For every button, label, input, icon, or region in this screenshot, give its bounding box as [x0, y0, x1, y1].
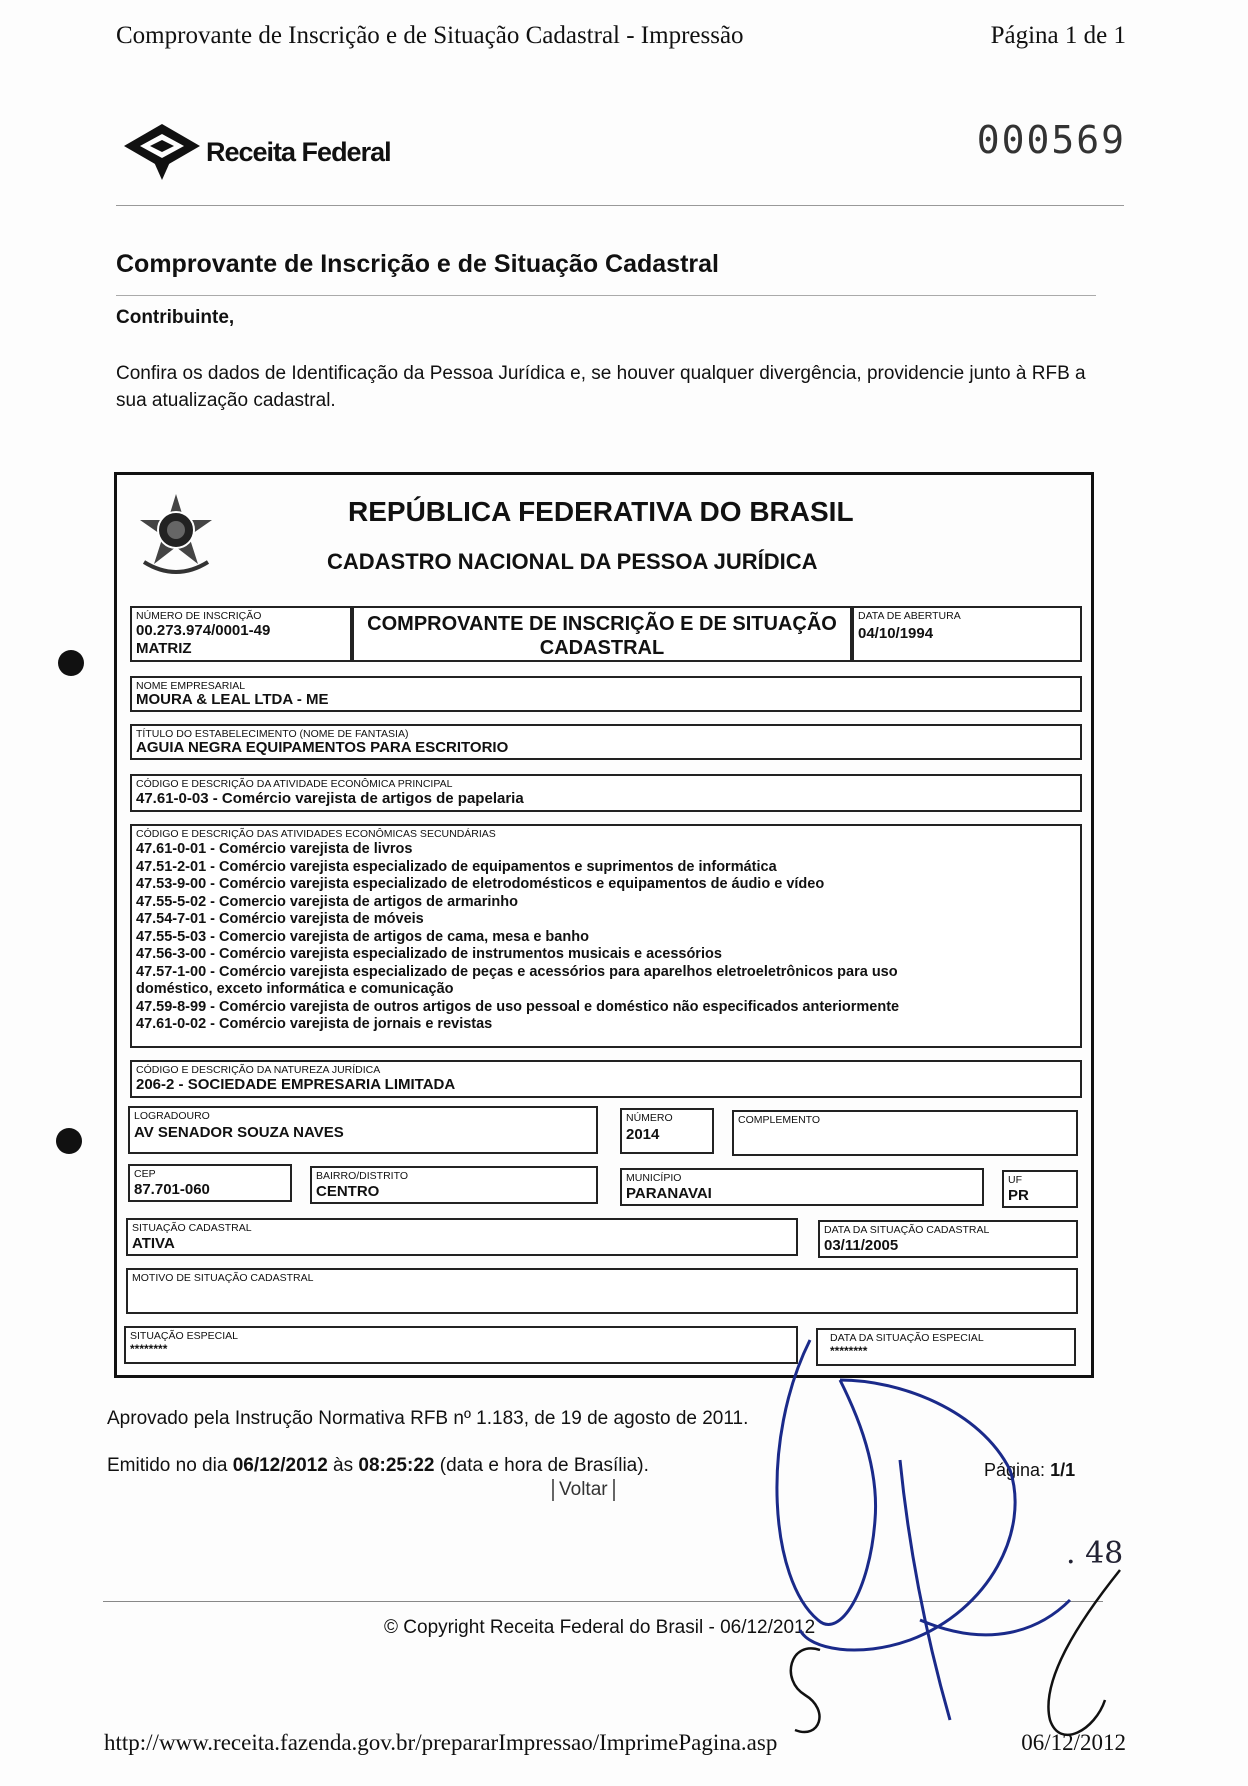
print-url: http://www.receita.fazenda.gov.br/prepararImpressao/ImprimePagina.asp	[104, 1730, 778, 1755]
logradouro-label: LOGRADOURO	[134, 1110, 210, 1122]
natureza-value: 206-2 - SOCIEDADE EMPRESARIA LIMITADA	[136, 1076, 456, 1093]
list-item: 47.57-1-00 - Comércio varejista especializado de peças e acessórios para aparelhos eletroeletrônicos para uso	[136, 963, 898, 980]
registry-heading: CADASTRO NACIONAL DA PESSOA JURÍDICA	[327, 549, 818, 574]
list-item: 47.55-5-03 - Comercio varejista de artigos de cama, mesa e banho	[136, 928, 589, 945]
emission-mid: às	[327, 1455, 359, 1476]
data-situacao-label: DATA DA SITUAÇÃO CADASTRAL	[824, 1224, 990, 1236]
list-item: 47.53-9-00 - Comércio varejista especializado de eletrodomésticos e equipamentos de áudio e vídeo	[136, 876, 825, 892]
situacao-especial-box	[124, 1326, 798, 1364]
inscricao-label: NÚMERO DE INSCRIÇÃO	[136, 610, 262, 622]
logo-text: Receita Federal	[206, 136, 391, 167]
comprovante-box	[352, 606, 852, 662]
atividade-principal-value: 47.61-0-03 - Comércio varejista de artigos de papelaria	[136, 790, 524, 807]
atividades-secundarias-label: CÓDIGO E DESCRIÇÃO DAS ATIVIDADES ECONÔMICAS SECUNDÁRIAS	[136, 828, 496, 840]
binder-hole	[56, 1128, 82, 1154]
list-item: doméstico, exceto informática e comunicação	[136, 981, 454, 997]
natureza-box	[130, 1060, 1082, 1098]
emission-prefix: Emitido no dia	[107, 1455, 233, 1476]
situacao-box	[126, 1218, 798, 1256]
situacao-label: SITUAÇÃO CADASTRAL	[132, 1222, 252, 1234]
comprovante-title: COMPROVANTE DE INSCRIÇÃO E DE SITUAÇÃO CADASTRAL	[367, 613, 837, 659]
emission-suffix: (data e hora de Brasília).	[434, 1455, 649, 1476]
inscricao-type: MATRIZ	[136, 640, 192, 657]
atividade-principal-label: CÓDIGO E DESCRIÇÃO DA ATIVIDADE ECONÔMICA PRINCIPAL	[136, 778, 453, 790]
voltar-button[interactable]: Voltar	[552, 1479, 615, 1501]
uf-box	[1002, 1170, 1078, 1208]
numero-label: NÚMERO	[626, 1112, 673, 1124]
nome-value: MOURA & LEAL LTDA - ME	[136, 691, 329, 708]
atividades-secundarias-list	[136, 841, 899, 1034]
print-page-indicator: Página 1 de 1	[990, 22, 1126, 49]
fantasia-value: AGUIA NEGRA EQUIPAMENTOS PARA ESCRITORIO	[136, 739, 509, 756]
situacao-value: ATIVA	[132, 1235, 175, 1252]
logradouro-value: AV SENADOR SOUZA NAVES	[134, 1124, 344, 1141]
list-item: 47.51-2-01 - Comércio varejista especializado de equipamentos e suprimentos de informática	[136, 858, 777, 875]
page-counter-label: Página:	[984, 1460, 1051, 1480]
fantasia-box	[130, 724, 1082, 760]
atividades-secundarias-box	[130, 824, 1082, 1048]
cep-label: CEP	[134, 1168, 156, 1180]
municipio-value: PARANAVAI	[626, 1185, 712, 1202]
list-item: 47.54-7-01 - Comércio varejista de móveis	[136, 911, 424, 927]
inscricao-value: 00.273.974/0001-49	[136, 622, 271, 639]
list-item: 47.56-3-00 - Comércio varejista especializado de instrumentos musicais e acessórios	[136, 946, 722, 962]
bairro-box	[310, 1166, 598, 1204]
print-date: 06/12/2012	[1021, 1730, 1126, 1755]
copyright: © Copyright Receita Federal do Brasil - 06/12/2012	[384, 1617, 816, 1638]
list-item: 47.59-8-99 - Comércio varejista de outros artigos de uso pessoal e doméstico não especificados anteriormente	[136, 998, 900, 1015]
atividade-principal-box	[130, 774, 1082, 812]
motivo-label: MOTIVO DE SITUAÇÃO CADASTRAL	[132, 1272, 314, 1284]
inscricao-box	[130, 606, 352, 662]
numero-box	[620, 1108, 714, 1154]
republic-heading: REPÚBLICA FEDERATIVA DO BRASIL	[348, 496, 854, 527]
bairro-value: CENTRO	[316, 1183, 380, 1200]
uf-value: PR	[1008, 1187, 1029, 1204]
data-situacao-box	[818, 1220, 1078, 1258]
nome-box	[130, 676, 1082, 712]
title-divider	[116, 295, 1096, 296]
abertura-value: 04/10/1994	[858, 625, 934, 642]
municipio-label: MUNICÍPIO	[626, 1172, 682, 1184]
binder-hole	[58, 650, 84, 676]
page-title: Comprovante de Inscrição e de Situação Cadastral	[116, 250, 719, 278]
emission-date: 06/12/2012	[232, 1455, 328, 1476]
data-situacao-value: 03/11/2005	[824, 1237, 899, 1254]
data-situacao-especial-value: ********	[830, 1344, 868, 1358]
header-divider	[116, 205, 1124, 206]
emission-note	[107, 1455, 649, 1477]
cep-value: 87.701-060	[134, 1181, 210, 1198]
fantasia-label: TÍTULO DO ESTABELECIMENTO (NOME DE FANTASIA)	[136, 728, 409, 740]
print-header-title: Comprovante de Inscrição e de Situação Cadastral - Impressão	[116, 22, 744, 49]
list-item: 47.61-0-01 - Comércio varejista de livros	[136, 841, 413, 857]
brazil-coat-of-arms-icon	[138, 492, 214, 578]
situacao-especial-label: SITUAÇÃO ESPECIAL	[130, 1330, 238, 1342]
abertura-box	[852, 606, 1082, 662]
emission-time: 08:25:22	[358, 1455, 435, 1476]
receita-federal-logo-icon	[122, 122, 202, 182]
list-item: 47.55-5-02 - Comercio varejista de artigos de armarinho	[136, 893, 518, 910]
list-item: 47.61-0-02 - Comércio varejista de jornais e revistas	[136, 1016, 493, 1032]
uf-label: UF	[1008, 1174, 1022, 1186]
numero-value: 2014	[626, 1126, 660, 1143]
approval-note: Aprovado pela Instrução Normativa RFB nº 1.183, de 19 de agosto de 2011.	[107, 1408, 749, 1429]
intro-paragraph: Confira os dados de Identificação da Pessoa Jurídica e, se houver qualquer divergência, providencie junto à RFB a sua atualização cadastral.	[116, 363, 1086, 411]
greeting: Contribuinte,	[116, 307, 235, 328]
sequence-stamp: 000569	[976, 118, 1126, 162]
complemento-box	[732, 1110, 1078, 1156]
situacao-especial-value: ********	[130, 1342, 168, 1356]
nome-label: NOME EMPRESARIAL	[136, 680, 246, 692]
page-counter-value: 1/1	[1050, 1460, 1076, 1480]
data-situacao-especial-label: DATA DA SITUAÇÃO ESPECIAL	[830, 1332, 984, 1344]
motivo-box	[126, 1268, 1078, 1314]
logradouro-box	[128, 1106, 598, 1154]
abertura-label: DATA DE ABERTURA	[858, 610, 961, 622]
complemento-label: COMPLEMENTO	[738, 1114, 821, 1126]
cep-box	[128, 1164, 292, 1202]
receita-federal-logo	[122, 122, 391, 182]
signature-icon	[700, 1320, 1130, 1760]
natureza-label: CÓDIGO E DESCRIÇÃO DA NATUREZA JURÍDICA	[136, 1064, 381, 1076]
bairro-label: BAIRRO/DISTRITO	[316, 1170, 408, 1182]
municipio-box	[620, 1168, 984, 1206]
annotation-mark: . 48	[1066, 1536, 1124, 1571]
